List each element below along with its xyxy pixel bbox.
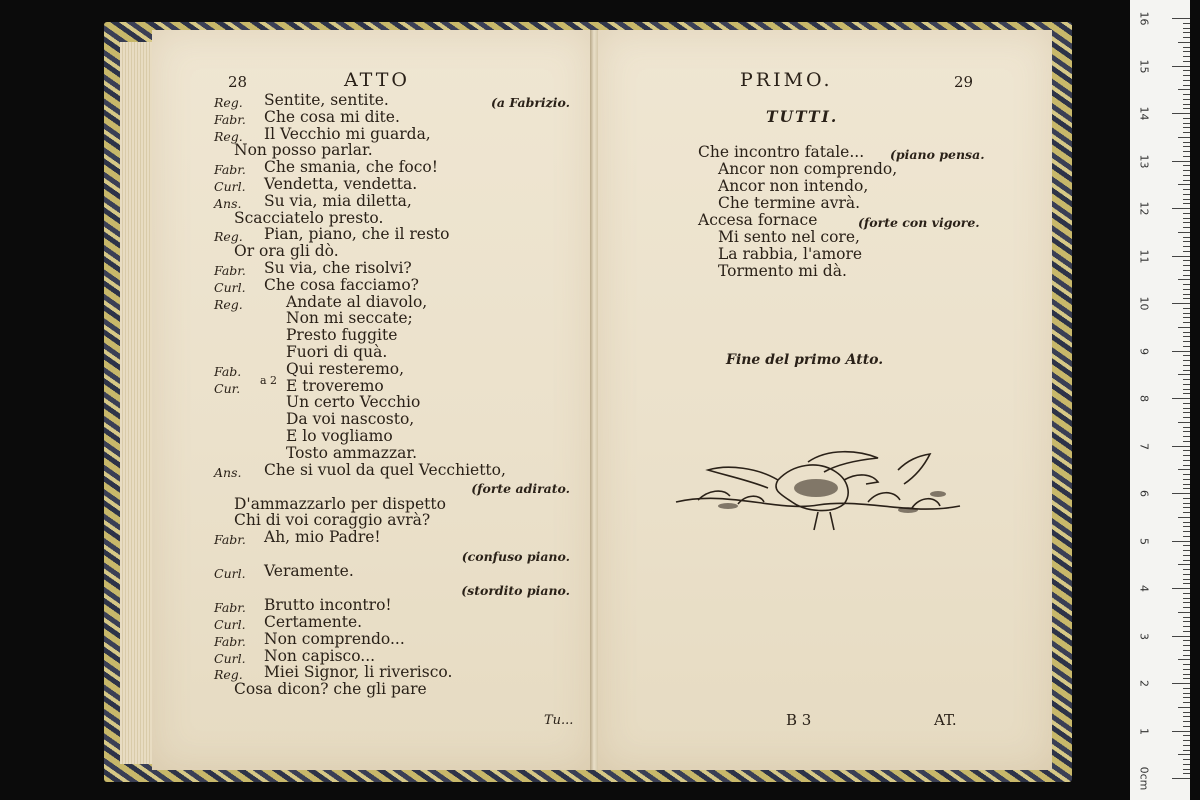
verse-text: Tosto ammazzar. <box>286 443 417 462</box>
ruler-tick <box>1183 94 1190 95</box>
ruler-tick <box>1183 721 1190 722</box>
ruler-tick <box>1183 237 1190 238</box>
ruler-tick <box>1183 702 1190 703</box>
ruler-tick <box>1178 184 1190 185</box>
ruler-number: 8 <box>1137 395 1151 402</box>
act-ending: Fine del primo Atto. <box>726 352 884 368</box>
stage-direction: (a Fabrizio. <box>490 95 570 110</box>
verse-text: Che termine avrà. <box>718 194 861 212</box>
ruler-tick <box>1172 303 1190 304</box>
ruler-tick <box>1183 403 1190 404</box>
speaker-name: Cur. <box>214 380 241 396</box>
ruler-tick <box>1172 113 1190 114</box>
verse-text: Sentite, sentite. <box>264 91 389 109</box>
ensemble-marker: a 2 <box>260 373 278 387</box>
ruler-tick <box>1178 232 1190 233</box>
left-page <box>152 30 594 770</box>
verse-text: Che cosa facciamo? <box>264 275 419 294</box>
ruler-tick <box>1183 142 1190 143</box>
ruler-tick <box>1183 512 1190 513</box>
ruler-tick <box>1183 474 1190 475</box>
ruler-tick <box>1183 127 1190 128</box>
ruler-tick <box>1183 631 1190 632</box>
ruler-number: 2 <box>1137 680 1151 687</box>
ruler-tick <box>1183 764 1190 765</box>
verse-text: Ancor non comprendo, <box>718 160 898 178</box>
ruler-tick <box>1183 370 1190 371</box>
ruler-tick <box>1183 341 1190 342</box>
ruler-tick <box>1183 479 1190 480</box>
ruler-tick <box>1183 626 1190 627</box>
ruler-tick <box>1172 731 1190 732</box>
ruler-tick <box>1183 56 1190 57</box>
ruler-tick <box>1183 360 1190 361</box>
ruler-tick <box>1183 431 1190 432</box>
ruler-tick <box>1183 769 1190 770</box>
stage-direction: (forte con vigore. <box>858 215 980 230</box>
verse-text: Un certo Vecchio <box>286 393 421 412</box>
ruler-tick <box>1183 607 1190 608</box>
ruler-tick <box>1183 645 1190 646</box>
speaker-name: Reg. <box>214 229 243 245</box>
ruler-tick <box>1183 393 1190 394</box>
ruler-tick <box>1172 778 1190 779</box>
ruler-tick <box>1183 336 1190 337</box>
ruler-tick <box>1183 222 1190 223</box>
ruler-tick <box>1183 227 1190 228</box>
ruler-tick <box>1178 327 1190 328</box>
verse-text: Pian, piano, che il resto <box>264 225 450 244</box>
ruler-tick <box>1172 18 1190 19</box>
verse-text: Certamente. <box>264 613 363 631</box>
ruler-tick <box>1172 541 1190 542</box>
ruler-tick <box>1183 118 1190 119</box>
verse-text: Il Vecchio mi guarda, <box>264 124 431 143</box>
ruler-tick <box>1183 697 1190 698</box>
left-page-number: 28 <box>228 73 248 91</box>
ruler-tick <box>1183 241 1190 242</box>
ruler-tick <box>1183 750 1190 751</box>
ruler-tick <box>1183 322 1190 323</box>
ruler-tick <box>1183 526 1190 527</box>
ruler-tick <box>1183 294 1190 295</box>
ruler-tick <box>1183 441 1190 442</box>
signature-mark: B 3 <box>786 711 812 729</box>
ruler-number: 10 <box>1137 296 1151 311</box>
ruler-tick <box>1183 146 1190 147</box>
ruler-tick <box>1183 23 1190 24</box>
ruler-tick <box>1183 61 1190 62</box>
ruler-tick <box>1183 308 1190 309</box>
ruler-tick <box>1178 137 1190 138</box>
ruler-tick <box>1183 75 1190 76</box>
ruler-number: 3 <box>1137 632 1151 640</box>
stage-direction: (forte adirato. <box>471 481 570 497</box>
speaker-name: Fabr. <box>214 111 246 127</box>
ruler-tick <box>1183 465 1190 466</box>
ruler-tick <box>1183 218 1190 219</box>
ruler-tick <box>1183 32 1190 33</box>
right-catchword: AT. <box>934 711 957 729</box>
ruler-tick <box>1183 716 1190 717</box>
ruler-tick <box>1183 317 1190 318</box>
speaker-name: Reg. <box>214 128 243 144</box>
ruler-tick <box>1183 47 1190 48</box>
right-page-subheading: TUTTI. <box>766 107 839 126</box>
verse-text: Non mi seccate; <box>286 309 413 328</box>
ruler-tick <box>1183 408 1190 409</box>
ruler-tick <box>1183 507 1190 508</box>
verse-text: Miei Signor, li riverisco. <box>264 663 453 682</box>
ruler-tick <box>1183 417 1190 418</box>
ruler-tick <box>1178 374 1190 375</box>
verse-text: Ah, mio Padre! <box>264 528 381 547</box>
ruler-number: 11 <box>1137 249 1151 263</box>
speaker-name: Fabr. <box>214 162 246 178</box>
ruler-tick <box>1183 560 1190 561</box>
ruler-tick <box>1183 189 1190 190</box>
ruler-tick <box>1183 260 1190 261</box>
speaker-name: Curl. <box>214 279 246 295</box>
speaker-name: Curl. <box>214 179 246 194</box>
verse-text: Scacciatelo presto. <box>234 208 384 227</box>
ruler-tick <box>1178 89 1190 90</box>
ruler-tick <box>1183 298 1190 299</box>
ruler-tick <box>1183 213 1190 214</box>
ruler-tick <box>1183 436 1190 437</box>
ruler-number: 0cm <box>1137 766 1151 791</box>
ruler-number: 14 <box>1137 106 1151 121</box>
ruler-tick <box>1172 636 1190 637</box>
ruler-tick <box>1183 28 1190 29</box>
ruler-tick <box>1172 398 1190 399</box>
ruler-tick <box>1183 617 1190 618</box>
ruler-tick <box>1183 773 1190 774</box>
verse-text: Tormento mi dà. <box>718 262 847 280</box>
ruler-tick <box>1183 745 1190 746</box>
ruler-tick <box>1183 488 1190 489</box>
ruler-tick <box>1183 165 1190 166</box>
verse-text: E troveremo <box>286 376 384 395</box>
verse-text: Chi di voi coraggio avrà? <box>234 511 431 530</box>
ruler-tick <box>1183 602 1190 603</box>
right-page-number: 29 <box>954 73 974 91</box>
ruler-tick <box>1183 313 1190 314</box>
ruler-tick <box>1172 683 1190 684</box>
ruler-tick <box>1183 740 1190 741</box>
ruler-tick <box>1183 550 1190 551</box>
left-page-heading: ATTO <box>344 69 410 91</box>
ruler-tick <box>1172 208 1190 209</box>
ruler-tick <box>1183 593 1190 594</box>
ruler-tick <box>1183 712 1190 713</box>
verse-text: D'ammazzarlo per dispetto <box>234 494 446 513</box>
ruler-tick <box>1183 99 1190 100</box>
ruler-tick <box>1183 151 1190 152</box>
ruler-tick <box>1183 379 1190 380</box>
ruler-tick <box>1183 132 1190 133</box>
verse-text: Qui resteremo, <box>286 359 405 378</box>
speaker-name: Fab. <box>214 363 242 379</box>
ruler-tick <box>1183 655 1190 656</box>
verse-text: Non capisco... <box>264 646 376 665</box>
ruler-tick <box>1183 531 1190 532</box>
ruler-tick <box>1183 693 1190 694</box>
ruler-number: 15 <box>1137 59 1151 73</box>
ruler-tick <box>1183 460 1190 461</box>
ruler-tick <box>1183 579 1190 580</box>
verse-text: Da voi nascosto, <box>286 410 415 429</box>
ruler-tick <box>1178 469 1190 470</box>
speaker-name: Reg. <box>214 296 243 312</box>
verse-text: Or ora gli dò. <box>234 242 339 261</box>
verse-text: La rabbia, l'amore <box>718 245 863 263</box>
verse-text: Fuori di quà. <box>286 343 388 361</box>
ruler-tick <box>1183 678 1190 679</box>
verse-text: Su via, che risolvi? <box>264 259 412 277</box>
ruler-tick <box>1183 289 1190 290</box>
ruler-tick <box>1183 180 1190 181</box>
measurement-ruler <box>1130 0 1190 800</box>
ruler-tick <box>1183 156 1190 157</box>
ruler-tick <box>1183 80 1190 81</box>
speaker-name: Curl. <box>214 617 246 632</box>
ruler-tick <box>1183 688 1190 689</box>
ruler-tick <box>1183 194 1190 195</box>
right-page <box>598 30 1052 770</box>
ruler-number: 13 <box>1137 154 1151 168</box>
ruler-tick <box>1183 450 1190 451</box>
speaker-name: Fabr. <box>214 633 246 649</box>
ruler-tick <box>1183 569 1190 570</box>
ruler-tick <box>1183 251 1190 252</box>
speaker-name: Fabr. <box>214 600 246 616</box>
ruler-tick <box>1183 51 1190 52</box>
speaker-name: Curl. <box>214 566 246 582</box>
ruler-tick <box>1183 598 1190 599</box>
ruler-tick <box>1183 332 1190 333</box>
ruler-tick <box>1183 104 1190 105</box>
stage-direction: (stordito piano. <box>461 583 570 598</box>
ruler-tick <box>1183 123 1190 124</box>
ruler-tick <box>1178 42 1190 43</box>
verse-text: Vendetta, vendetta. <box>264 175 418 193</box>
ruler-tick <box>1183 674 1190 675</box>
ruler-tick <box>1183 70 1190 71</box>
ruler-tick <box>1183 735 1190 736</box>
ruler-tick <box>1183 759 1190 760</box>
ruler-tick <box>1183 284 1190 285</box>
ruler-tick <box>1178 612 1190 613</box>
verse-text: Non comprendo... <box>264 629 405 648</box>
ruler-number: 1 <box>1137 727 1151 735</box>
speaker-name: Ans. <box>214 195 242 211</box>
verse-text: E lo vogliamo <box>286 427 393 445</box>
ruler-tick <box>1183 384 1190 385</box>
ruler-tick <box>1172 588 1190 589</box>
ruler-tick <box>1183 640 1190 641</box>
ruler-tick <box>1172 256 1190 257</box>
verse-text: Mi sento nel core, <box>718 228 860 246</box>
ruler-tick <box>1183 574 1190 575</box>
ruler-tick <box>1172 66 1190 67</box>
right-page-heading: PRIMO. <box>740 69 833 91</box>
speaker-name: Reg. <box>214 95 243 110</box>
ruler-tick <box>1172 446 1190 447</box>
ruler-tick <box>1183 365 1190 366</box>
page-edges <box>120 42 154 764</box>
ruler-tick <box>1183 664 1190 665</box>
ruler-tick <box>1183 412 1190 413</box>
verse-text: Che cosa mi dite. <box>264 107 400 126</box>
verse-text: Che incontro fatale... <box>698 143 865 161</box>
ruler-number: 16 <box>1137 11 1151 26</box>
ruler-tick <box>1183 498 1190 499</box>
ruler-tick <box>1183 669 1190 670</box>
ruler-tick <box>1183 455 1190 456</box>
ruler-tick <box>1183 650 1190 651</box>
speaker-name: Fabr. <box>214 532 246 548</box>
ruler-tick <box>1178 659 1190 660</box>
ruler-tick <box>1183 389 1190 390</box>
ruler-tick <box>1183 170 1190 171</box>
verse-text: Che si vuol da quel Vecchietto, <box>264 460 506 479</box>
speaker-name: Fabr. <box>214 263 246 278</box>
ruler-tick <box>1172 351 1190 352</box>
verse-text: Non posso parlar. <box>234 141 373 160</box>
verse-text: Veramente. <box>264 562 354 581</box>
ruler-tick <box>1183 536 1190 537</box>
ruler-tick <box>1172 161 1190 162</box>
verse-text: Brutto incontro! <box>264 596 392 615</box>
ruler-tick <box>1183 270 1190 271</box>
ruler-tick <box>1178 707 1190 708</box>
ruler-number: 9 <box>1137 347 1151 355</box>
verse-text: Su via, mia diletta, <box>264 191 412 210</box>
ruler-tick <box>1183 427 1190 428</box>
ruler-tick <box>1183 583 1190 584</box>
verse-text: Andate al diavolo, <box>286 292 428 311</box>
ruler-tick <box>1183 621 1190 622</box>
ruler-number: 6 <box>1137 490 1151 497</box>
ruler-number: 4 <box>1137 585 1151 592</box>
ruler-tick <box>1183 203 1190 204</box>
ruler-tick <box>1183 199 1190 200</box>
ruler-tick <box>1183 484 1190 485</box>
ruler-tick <box>1183 246 1190 247</box>
verse-text: Che smania, che foco! <box>264 158 438 177</box>
ruler-tick <box>1183 555 1190 556</box>
left-catchword: Tu... <box>544 713 574 728</box>
verse-text: Ancor non intendo, <box>718 177 869 195</box>
speaker-name: Curl. <box>214 650 246 666</box>
ruler-tick <box>1183 275 1190 276</box>
ruler-tick <box>1183 503 1190 504</box>
ruler-tick <box>1178 564 1190 565</box>
ruler-tick <box>1183 522 1190 523</box>
speaker-name: Reg. <box>214 667 243 683</box>
ruler-tick <box>1172 493 1190 494</box>
ruler-number: 7 <box>1137 442 1151 450</box>
ruler-tick <box>1183 108 1190 109</box>
stage-direction: (confuso piano. <box>461 549 570 564</box>
verse-text: Presto fuggite <box>286 326 398 345</box>
bird-on-branch-ornament <box>668 450 968 550</box>
ruler-number: 5 <box>1137 537 1151 545</box>
ruler-tick <box>1183 726 1190 727</box>
ruler-tick <box>1183 346 1190 347</box>
ruler-tick <box>1178 754 1190 755</box>
ruler-tick <box>1183 545 1190 546</box>
ruler-tick <box>1183 175 1190 176</box>
ruler-number: 12 <box>1137 201 1151 216</box>
ruler-tick <box>1178 422 1190 423</box>
ruler-tick <box>1183 355 1190 356</box>
ruler-tick <box>1183 265 1190 266</box>
speaker-name: Ans. <box>214 464 242 480</box>
verse-text: Accesa fornace <box>698 211 818 229</box>
verse-text: Cosa dicon? che gli pare <box>234 680 427 699</box>
ruler-tick <box>1178 279 1190 280</box>
ruler-tick <box>1183 85 1190 86</box>
ruler-tick <box>1178 517 1190 518</box>
ruler-tick <box>1183 37 1190 38</box>
stage-direction: (piano pensa. <box>890 147 985 162</box>
